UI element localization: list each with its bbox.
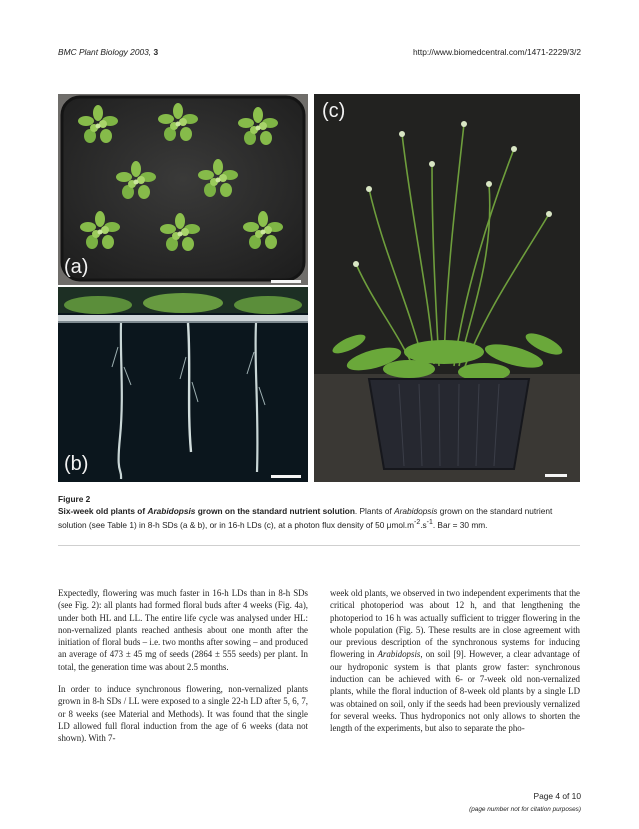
panel-c-label: (c) — [322, 100, 346, 122]
paragraph-right-1-part-a: week old plants, we observed in two independent experiments that the critical photoperiod was about 12 h, and that lengthening the photoperiod to 16 h was actually sufficient to trigger flowering in the whole population (Fig. 5). These results are in close agreement with our previous description of the synchronous systems for inducing flowering in — [330, 588, 580, 660]
journal-volume: 3 — [153, 47, 159, 57]
running-header-url[interactable]: http://www.biomedcentral.com/1471-2229/3/2 — [412, 47, 581, 57]
text-column-right — [330, 587, 580, 745]
journal-year: 2003, — [130, 47, 152, 57]
caption-title-part-1: Six-week old plants of — [58, 505, 148, 516]
text-column-left — [58, 587, 308, 755]
caption-body-part-2: grown on the standard nutrient solution (see Table 1) in 8-h SDs (a & b), or in 16-h LDs (c), at a photon flux density of 50 μmol.m — [58, 505, 553, 530]
paragraph-right-1-part-b: , on soil [9]. However, a clear advantage of our hydroponic system is that plants grow faster: synchronous induction can be achieved with 6- or 7-week old non-vernalized plants, while the floral induction of 8-week old plants by a single LD was obtained on soil, only if the seeds had been previously vernalized for several weeks. Thus hydroponics not only allows to shorten the length of the experiments, but also to separate the pho- — [330, 649, 580, 734]
paragraph-left-2: In order to induce synchronous flowering, non-vernalized plants grown in 8-h SDs / LL were exposed to a single 22-h LD after 5, 6, 7, or 8 weeks (see Material and Methods). It was found that the single LD allowed full floral induction from the age of 6 weeks (data not shown). With 7- — [58, 684, 308, 744]
paragraph-right-1-species: Arabidopsis — [377, 649, 421, 660]
caption-superscript-1: -2 — [414, 519, 421, 527]
running-header-citation — [58, 47, 158, 57]
panel-c-photo — [314, 94, 580, 482]
figure-2 — [58, 94, 580, 482]
panel-a-label: (a) — [64, 256, 89, 278]
panel-c-scale-bar — [545, 474, 567, 477]
page-number: Page 4 of 10 — [533, 791, 581, 801]
figure-panel-b — [58, 287, 308, 482]
caption-title-species: Arabidopsis — [147, 505, 196, 516]
panel-a-photo — [58, 94, 308, 285]
page-number-note: (page number not for citation purposes) — [469, 806, 581, 813]
panel-b-label: (b) — [64, 453, 89, 475]
panel-b-photo — [58, 287, 308, 482]
figure-caption — [58, 494, 580, 532]
journal-name: BMC Plant Biology — [58, 47, 128, 57]
figure-panel-a — [58, 94, 308, 285]
paragraph-left-1: Expectedly, flowering was much faster in 16-h LDs than in 8-h SDs (see Fig. 2): all plants had formed floral buds after 4 weeks (Fig. 4a), under both HL and LL. The entire life cycle was analysed under HL: non-vernalized plants reached anthesis about one month after the initiation of floral buds – i.e. two months after sowing – and produced an average of 473 ± 45 mg of seeds (2864 ± 555 seeds) per plant. In total, the generation time was about 2.5 months. — [58, 588, 308, 672]
caption-title-part-2: grown on the standard nutrient solution — [195, 505, 355, 516]
caption-body-part-3: .s — [420, 519, 427, 530]
figure-caption-text — [58, 506, 580, 532]
caption-body-species: Arabidopsis — [394, 505, 438, 516]
caption-body-part-1: . Plants of — [354, 505, 395, 516]
panel-b-scale-bar — [271, 475, 301, 478]
caption-superscript-2: -1 — [426, 519, 433, 527]
caption-body-part-4: . Bar = 30 mm. — [432, 519, 488, 530]
figure-panel-c — [314, 94, 580, 482]
caption-divider — [58, 545, 580, 546]
figure-label: Figure 2 — [58, 494, 91, 504]
paragraph-right-1 — [330, 587, 580, 735]
panel-a-scale-bar — [271, 280, 301, 283]
